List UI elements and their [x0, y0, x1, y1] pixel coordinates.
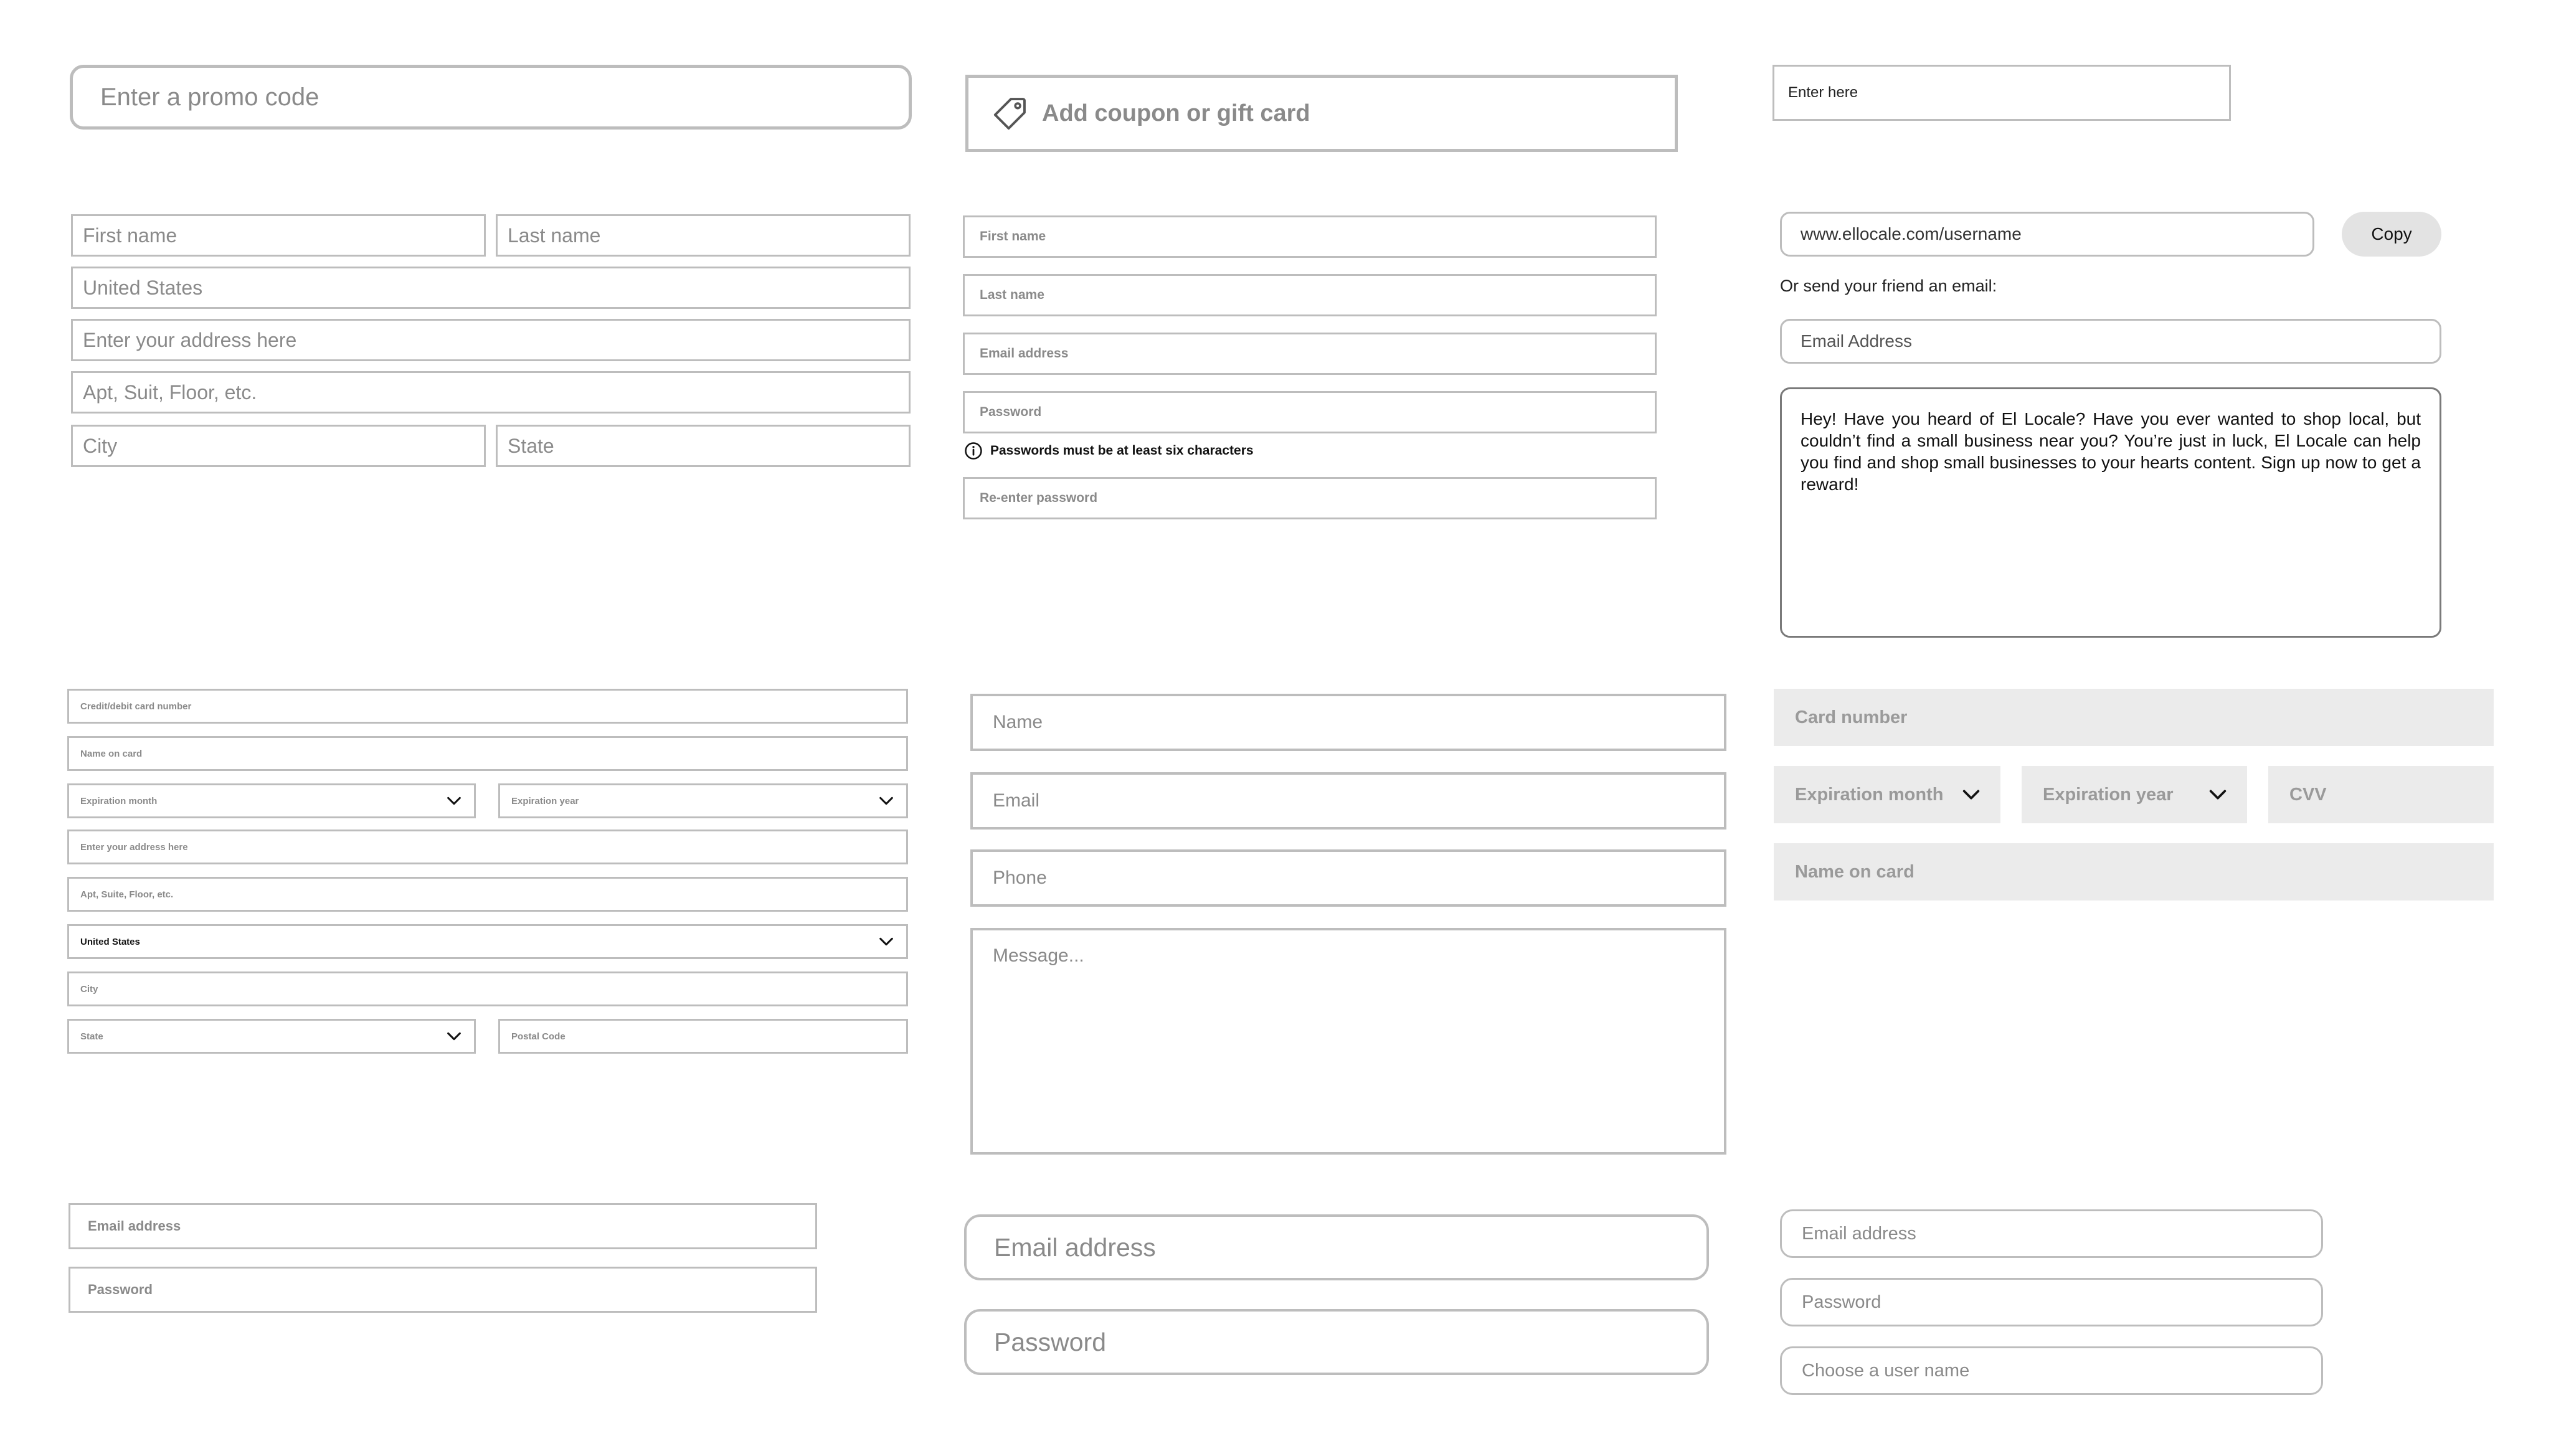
address-input[interactable] — [71, 319, 911, 361]
first-name-input[interactable] — [71, 214, 486, 257]
referral-message-text: Hey! Have you heard of El Locale? Have you ever wanted to shop local, but couldn’t find a small business near you? You’re just in luck, El Locale can help you find and shop small businesses to your hearts content. Sign up now to get a reward! — [1801, 409, 2421, 494]
country-value: United States — [83, 276, 203, 299]
rounded-email-input[interactable] — [1780, 1209, 2323, 1258]
email-prompt: Or send your friend an email: — [1780, 277, 1997, 295]
address-placeholder: Enter your address here — [83, 328, 297, 351]
state-input[interactable] — [496, 425, 911, 467]
chevron-down-icon — [2207, 784, 2228, 805]
contact-message-placeholder: Message... — [993, 945, 1084, 966]
rounded-email-placeholder: Email address — [1802, 1223, 1916, 1244]
chevron-down-icon — [1961, 784, 1982, 805]
apt-placeholder: Apt, Suit, Floor, etc. — [83, 381, 257, 404]
login-large-email-placeholder: Email address — [994, 1232, 1156, 1262]
chevron-down-icon — [445, 1028, 463, 1045]
signup-password-placeholder: Password — [980, 405, 1042, 419]
tag-icon — [992, 95, 1028, 131]
referral-link-text: www.ellocale.com/username — [1801, 224, 2022, 243]
contact-name-placeholder: Name — [993, 712, 1043, 732]
contact-name-input[interactable] — [970, 694, 1726, 751]
exp-month-placeholder: Expiration month — [80, 795, 158, 806]
payment-country-value: United States — [80, 936, 140, 947]
postal-code-input[interactable] — [498, 1019, 908, 1054]
contact-email-input[interactable] — [970, 772, 1726, 830]
promo-code-placeholder: Enter a promo code — [100, 83, 319, 111]
gray-cvv-placeholder: CVV — [2289, 784, 2327, 805]
card-name-input[interactable] — [67, 736, 908, 771]
first-name-placeholder: First name — [83, 224, 177, 247]
password-hint-text: Passwords must be at least six characters — [990, 443, 1254, 458]
rounded-password-placeholder: Password — [1802, 1292, 1881, 1312]
postal-code-placeholder: Postal Code — [511, 1031, 566, 1042]
signup-email-input[interactable] — [963, 333, 1657, 375]
payment-apt-input[interactable] — [67, 877, 908, 912]
promo-code-input[interactable] — [70, 65, 912, 130]
chevron-down-icon — [878, 933, 895, 950]
referral-link-field[interactable] — [1780, 212, 2314, 257]
add-coupon-button[interactable] — [965, 75, 1678, 152]
apt-input[interactable] — [71, 371, 911, 414]
exp-year-placeholder: Expiration year — [511, 795, 579, 806]
enter-here-input[interactable] — [1772, 65, 2231, 121]
login-large-password-input[interactable] — [964, 1309, 1709, 1375]
gray-card-name-input[interactable] — [1774, 843, 2494, 901]
login-small-email-placeholder: Email address — [88, 1218, 181, 1234]
rounded-username-input[interactable] — [1780, 1346, 2323, 1395]
last-name-placeholder: Last name — [508, 224, 601, 247]
payment-state-select[interactable] — [67, 1019, 476, 1054]
gray-exp-year-select[interactable] — [2022, 766, 2247, 823]
contact-phone-input[interactable] — [970, 849, 1726, 907]
login-small-email-input[interactable] — [69, 1203, 817, 1249]
signup-first-name-placeholder: First name — [980, 229, 1046, 243]
add-coupon-label: Add coupon or gift card — [1042, 100, 1310, 126]
gray-exp-month-select[interactable] — [1774, 766, 2000, 823]
gray-card-name-placeholder: Name on card — [1795, 861, 1914, 882]
country-input[interactable] — [71, 267, 911, 309]
payment-address-placeholder: Enter your address here — [80, 841, 188, 853]
info-icon — [964, 442, 983, 460]
login-small-password-input[interactable] — [69, 1267, 817, 1313]
friend-email-input[interactable] — [1780, 319, 2441, 364]
exp-year-select[interactable] — [498, 783, 908, 818]
reenter-password-placeholder: Re-enter password — [980, 491, 1098, 505]
copy-button[interactable] — [2342, 212, 2441, 257]
exp-month-select[interactable] — [67, 783, 476, 818]
gray-card-number-input[interactable] — [1774, 689, 2494, 746]
signup-last-name-input[interactable] — [963, 274, 1657, 316]
payment-city-input[interactable] — [67, 971, 908, 1006]
login-large-email-input[interactable] — [964, 1214, 1709, 1280]
copy-button-label: Copy — [2371, 224, 2412, 243]
contact-message-textarea[interactable] — [970, 928, 1726, 1155]
payment-apt-placeholder: Apt, Suite, Floor, etc. — [80, 889, 174, 900]
payment-country-select[interactable] — [67, 924, 908, 959]
enter-here-placeholder: Enter here — [1788, 84, 1858, 101]
rounded-username-placeholder: Choose a user name — [1802, 1360, 1970, 1381]
payment-city-placeholder: City — [80, 983, 98, 995]
gray-card-number-placeholder: Card number — [1795, 707, 1908, 727]
last-name-input[interactable] — [496, 214, 911, 257]
chevron-down-icon — [445, 792, 463, 810]
signup-first-name-input[interactable] — [963, 215, 1657, 258]
payment-state-placeholder: State — [80, 1031, 103, 1042]
card-number-input[interactable] — [67, 689, 908, 724]
state-placeholder: State — [508, 434, 554, 457]
referral-message-textarea[interactable] — [1780, 387, 2441, 638]
gray-cvv-input[interactable] — [2268, 766, 2494, 823]
friend-email-placeholder: Email Address — [1801, 331, 1912, 351]
contact-email-placeholder: Email — [993, 790, 1040, 811]
signup-email-placeholder: Email address — [980, 346, 1069, 361]
login-large-password-placeholder: Password — [994, 1327, 1107, 1356]
gray-exp-year-placeholder: Expiration year — [2043, 784, 2174, 805]
reenter-password-input[interactable] — [963, 477, 1657, 519]
login-small-password-placeholder: Password — [88, 1282, 153, 1297]
city-input[interactable] — [71, 425, 486, 467]
contact-phone-placeholder: Phone — [993, 867, 1047, 888]
rounded-password-input[interactable] — [1780, 1278, 2323, 1326]
card-name-placeholder: Name on card — [80, 748, 143, 759]
signup-last-name-placeholder: Last name — [980, 288, 1044, 302]
city-placeholder: City — [83, 434, 118, 457]
gray-exp-month-placeholder: Expiration month — [1795, 784, 1944, 805]
card-number-placeholder: Credit/debit card number — [80, 701, 192, 712]
signup-password-input[interactable] — [963, 391, 1657, 433]
payment-address-input[interactable] — [67, 830, 908, 864]
password-hint — [964, 441, 1254, 461]
chevron-down-icon — [878, 792, 895, 810]
